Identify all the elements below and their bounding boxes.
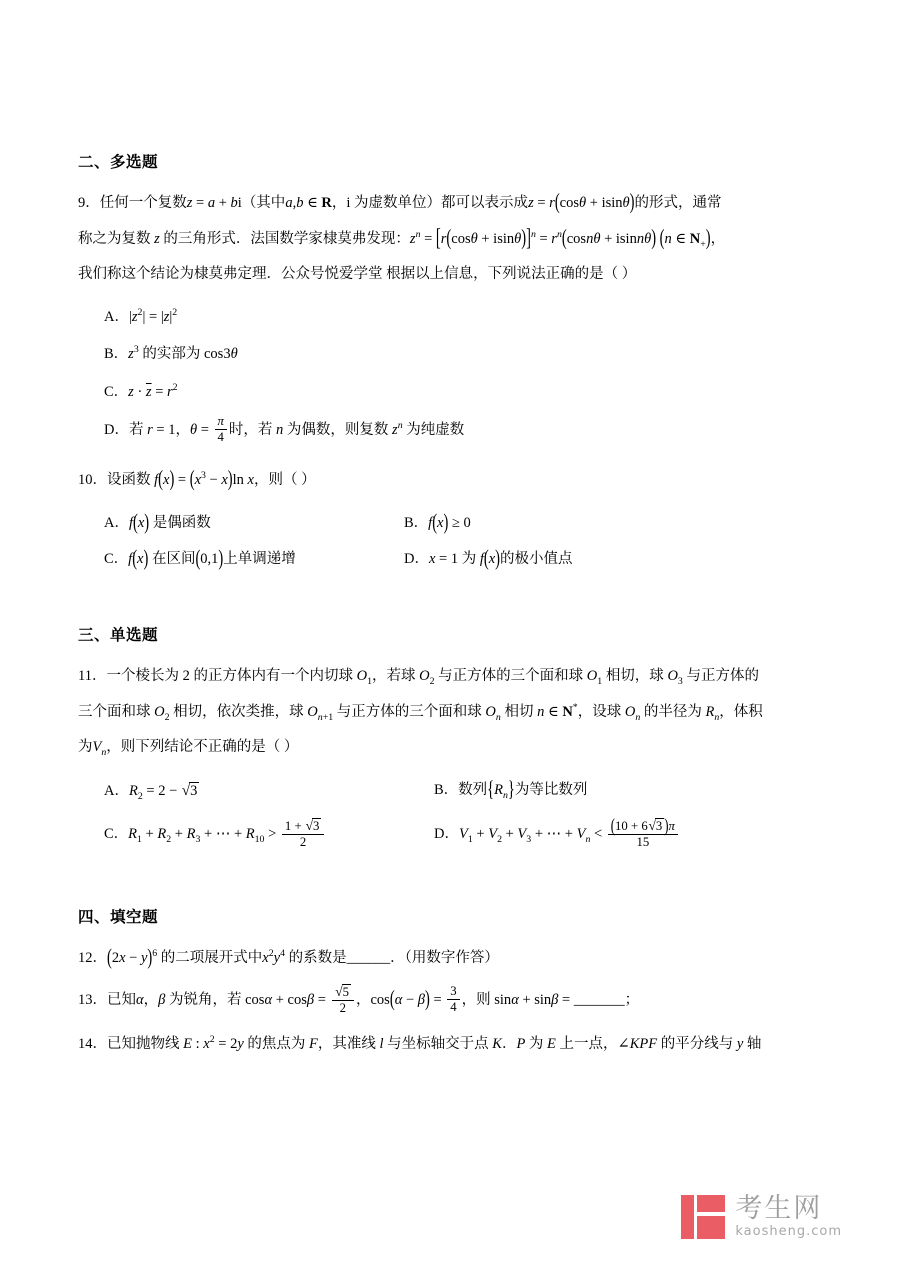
page-content — [78, 150, 823, 1069]
option-label-b: B． — [434, 781, 459, 798]
option-label-a: A． — [104, 308, 129, 325]
watermark-text — [735, 1195, 842, 1239]
question-13-number: 13． — [78, 992, 107, 1008]
question-9-option-b: B．$z^3$ 的实部为 cos3θ — [104, 344, 238, 363]
watermark-title: 考生网 — [735, 1193, 823, 1224]
question-11-option-b: B．数列$\{R_n\}$为等比数列 — [434, 777, 588, 802]
section-heading-fill-blank: 四、填空题 — [78, 909, 159, 927]
question-11-option-c: C．$R_1 + R_2 + R_3$ + ⋯ + $R_{10}$ > $\frac{1 + √3}{2}$ — [104, 810, 434, 859]
question-13: 13．已知α，β 为锐角，若 cosα + cosβ = $\frac{√5}{2}$ ，cos(α − β) = $\frac{3}{4}$ ，则 sinα + sinβ = _______； — [78, 983, 640, 1015]
question-11-options-row-1 — [78, 772, 823, 810]
question-11-options-row-2 — [78, 810, 823, 859]
option-label-b: B． — [104, 346, 129, 363]
question-10-option-b: B．f(x) ≥ 0 — [404, 510, 471, 535]
question-10-options-row-2 — [78, 541, 823, 577]
question-9: 9．任何一个复数z = a + bi（其中a,b ∈ R，i 为虚数单位）都可以表示成z = r(cosθ + isinθ)的形式，通常 称之为复数 z 的三角形式．法国数学家棣莫弗发现：$z^n = [r(\cos\theta + isin\theta)]^n = r^n(\cos n\theta + isinn\theta)$ (n ∈ $N_+$)， 我们称这个结论为棣莫弗定理．公众号悦爱学堂 根据以上信息，下列说法正确的是（ ） — [78, 190, 726, 283]
option-label-b: B． — [404, 514, 429, 531]
question-11: 11．一个棱长为 2 的正方体内有一个内切球 $O_1$，若球 $O_2$ 与正方体的三个面和球 $O_1$ 相切，球 $O_3$ 与正方体的 三个面和球 $O_2$ 相切，依次类推，球 $O_{n+1}$ 与正方体的三个面和球 $O_n$ 相切 n ∈ N*，设球 $O_n$ 的半径为 $R_n$，体积 为$V_n$，则下列结论不正确的是（ ） — [78, 668, 763, 759]
question-11-options — [78, 772, 823, 859]
section-heading-single-choice: 三、单选题 — [78, 627, 159, 645]
question-9-text-a: 任何一个复数 — [99, 195, 187, 211]
option-label-d: D． — [434, 825, 459, 842]
question-9-options — [78, 299, 823, 450]
question-10-options-row-1 — [78, 505, 823, 541]
question-12-blank: ______ — [346, 950, 391, 967]
question-10-option-c: C．f(x) 在区间(0,1)上单调递增 — [104, 547, 296, 571]
option-label-a: A． — [104, 514, 129, 531]
question-10-options — [78, 505, 823, 578]
question-12-number: 12． — [78, 950, 107, 967]
question-13-blank: _______ — [573, 992, 625, 1008]
question-10-option-d: D．x = 1 为 f(x)的极小值点 — [404, 547, 573, 571]
question-10-option-a: A．f(x) 是偶函数 — [104, 510, 211, 535]
question-14: 14．已知抛物线 E : $x^2 = 2y$ 的焦点为 F，其准线 l 与坐标轴交于点 K．P 为 E 上一点，∠KPF 的平分线与 y 轴 — [78, 1033, 762, 1052]
section-heading-multiple-choice: 二、多选题 — [78, 154, 159, 171]
question-9-number: 9． — [78, 195, 100, 211]
question-10-text-a: 设函数 — [107, 472, 151, 489]
question-10-number: 10． — [78, 472, 107, 489]
option-label-c: C． — [104, 383, 129, 400]
option-label-d: D． — [404, 551, 429, 568]
question-9-text-c: 我们称这个结论为棣莫弗定理．公众号悦爱学堂 根据以上信息，下列说法正确的是（ ） — [78, 266, 637, 283]
option-label-a: A． — [104, 782, 129, 799]
option-label-c: C． — [104, 551, 129, 568]
question-12: 12．$(2x - y)^6$ 的二项展开式中$x^2y^4$ 的系数是______．（用数字作答） — [78, 946, 499, 971]
watermark-logo-icon — [681, 1195, 725, 1239]
option-label-c: C． — [104, 825, 129, 842]
option-label-d: D． — [104, 421, 129, 438]
watermark-subtitle: kaosheng.com — [735, 1224, 842, 1240]
question-9-text-b: （其中 — [241, 195, 286, 211]
question-10: 10．设函数 $f(x) = (x^3 - x)\ln$ x，则（ ） — [78, 467, 316, 492]
question-11-option-d: D．$V_1 + V_2 + V_3$ + ⋯ + $V_n$ < $\frac{(10 + 6√3 )\pi}{15}$ — [434, 810, 680, 859]
question-9-option-c: C．$z \cdot \overline{z} = r^2$ — [104, 382, 178, 400]
question-9-option-d: D．若 r = 1，θ = $\frac{\pi}{4}$ 时，若 n 为偶数，则复数 $z^n$ 为纯虚数 — [104, 413, 465, 444]
question-11-number: 11． — [78, 668, 107, 685]
question-11-option-a: A．$R_2 = 2 - √3$ — [104, 781, 198, 802]
question-14-number: 14． — [78, 1035, 107, 1052]
watermark — [681, 1195, 842, 1239]
question-9-option-a: A．$|z^2| = |z|^2$ — [104, 306, 178, 325]
